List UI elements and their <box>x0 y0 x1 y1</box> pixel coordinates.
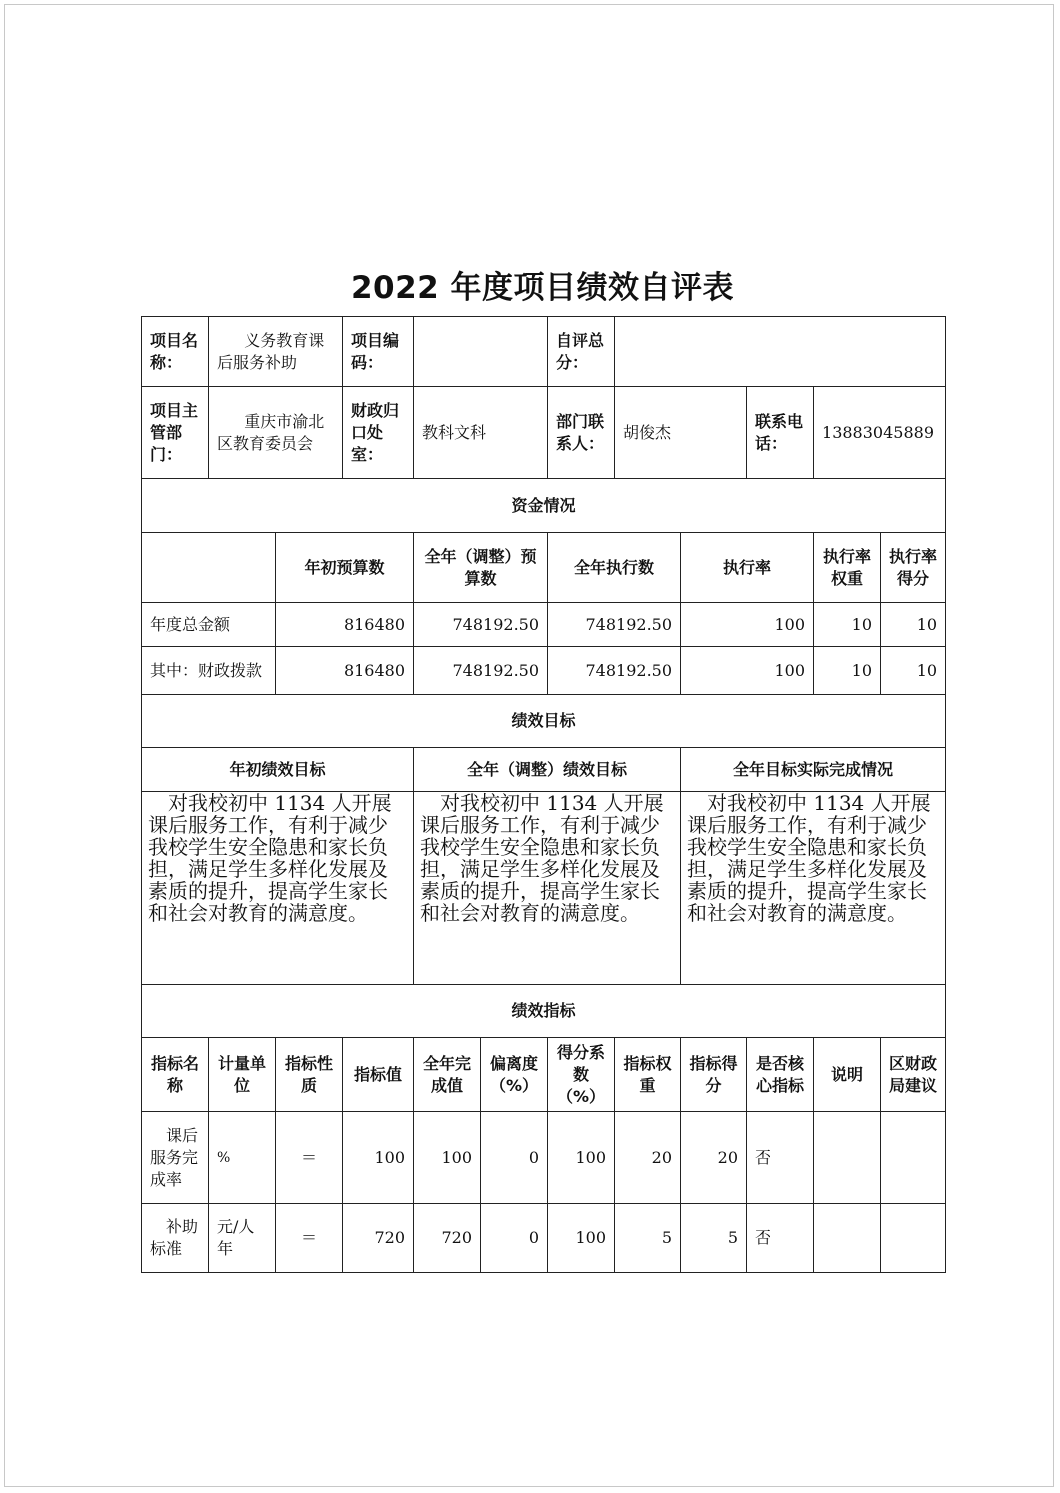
ind-value: 100 <box>343 1112 414 1204</box>
indicator-row <box>142 1112 946 1204</box>
funds-exec-rate: 100 <box>681 603 814 647</box>
ind-header-note: 说明 <box>814 1038 881 1112</box>
finance-office-label: 财政归口处室： <box>343 387 414 479</box>
ind-coefficient: 100 <box>548 1204 615 1273</box>
ind-value: 720 <box>343 1204 414 1273</box>
indicator-row <box>142 1204 946 1273</box>
indicators-header-row <box>142 1038 946 1112</box>
ind-header-suggestion: 区财政局建议 <box>881 1038 946 1112</box>
project-name-value: 义务教育课后服务补助 <box>209 317 343 387</box>
goal-actual-text: 对我校初中 1134 人开展课后服务工作，有利于减少我校学生安全隐患和家长负担，满足学生多样化发展及素质的提升，提高学生家长和社会对教育的满意度。 <box>681 792 946 985</box>
ind-score: 5 <box>681 1204 747 1273</box>
ind-actual: 100 <box>414 1112 481 1204</box>
finance-office-value: 教科文科 <box>414 387 548 479</box>
ind-note <box>814 1204 881 1273</box>
funds-row-label: 年度总金额 <box>142 603 276 647</box>
funds-adjusted-budget: 748192.50 <box>414 603 548 647</box>
ind-actual: 720 <box>414 1204 481 1273</box>
ind-unit: 元/人年 <box>209 1204 276 1273</box>
goals-header-adjusted: 全年（调整）绩效目标 <box>414 748 681 792</box>
funds-header-initial-budget: 年初预算数 <box>276 533 414 603</box>
goals-section-row <box>142 695 946 748</box>
self-score-label: 自评总分： <box>548 317 615 387</box>
phone-label: 联系电话： <box>747 387 814 479</box>
ind-note <box>814 1112 881 1204</box>
ind-unit: % <box>209 1112 276 1204</box>
self-score-value <box>615 317 946 387</box>
ind-header-nature: 指标性质 <box>276 1038 343 1112</box>
funds-exec-weight: 10 <box>814 647 881 695</box>
ind-header-unit: 计量单位 <box>209 1038 276 1112</box>
funds-exec-score: 10 <box>881 647 946 695</box>
goals-section-title: 绩效目标 <box>142 695 946 748</box>
funds-executed: 748192.50 <box>548 603 681 647</box>
funds-executed: 748192.50 <box>548 647 681 695</box>
ind-core: 否 <box>747 1204 814 1273</box>
ind-deviation: 0 <box>481 1112 548 1204</box>
funds-exec-rate: 100 <box>681 647 814 695</box>
ind-nature: ＝ <box>276 1204 343 1273</box>
funds-header-adjusted-budget: 全年（调整）预算数 <box>414 533 548 603</box>
ind-header-weight: 指标权重 <box>615 1038 681 1112</box>
funds-header-exec-score: 执行率得分 <box>881 533 946 603</box>
contact-label: 部门联系人： <box>548 387 615 479</box>
phone-value: 13883045889 <box>814 387 946 479</box>
goals-header-actual: 全年目标实际完成情况 <box>681 748 946 792</box>
ind-weight: 5 <box>615 1204 681 1273</box>
ind-suggestion <box>881 1112 946 1204</box>
ind-header-name: 指标名称 <box>142 1038 209 1112</box>
ind-score: 20 <box>681 1112 747 1204</box>
dept-value: 重庆市渝北区教育委员会 <box>209 387 343 479</box>
indicators-section-row <box>142 985 946 1038</box>
ind-coefficient: 100 <box>548 1112 615 1204</box>
project-code-value <box>414 317 548 387</box>
funds-initial-budget: 816480 <box>276 603 414 647</box>
ind-header-value: 指标值 <box>343 1038 414 1112</box>
ind-name: 课后服务完成率 <box>142 1112 209 1204</box>
project-code-label: 项目编码： <box>343 317 414 387</box>
indicators-section-title: 绩效指标 <box>142 985 946 1038</box>
goals-header-row <box>142 748 946 792</box>
project-row-1 <box>142 317 946 387</box>
goal-initial-text: 对我校初中 1134 人开展课后服务工作，有利于减少我校学生安全隐患和家长负担，满足学生多样化发展及素质的提升，提高学生家长和社会对教育的满意度。 <box>142 792 414 985</box>
goal-adjusted-text: 对我校初中 1134 人开展课后服务工作，有利于减少我校学生安全隐患和家长负担，满足学生多样化发展及素质的提升，提高学生家长和社会对教育的满意度。 <box>414 792 681 985</box>
funds-header-executed: 全年执行数 <box>548 533 681 603</box>
goals-header-initial: 年初绩效目标 <box>142 748 414 792</box>
ind-header-coefficient: 得分系数（%） <box>548 1038 615 1112</box>
ind-core: 否 <box>747 1112 814 1204</box>
funds-row-fiscal <box>142 647 946 695</box>
ind-header-score: 指标得分 <box>681 1038 747 1112</box>
performance-form-table <box>141 316 946 1273</box>
funds-adjusted-budget: 748192.50 <box>414 647 548 695</box>
ind-weight: 20 <box>615 1112 681 1204</box>
ind-suggestion <box>881 1204 946 1273</box>
ind-deviation: 0 <box>481 1204 548 1273</box>
ind-header-core: 是否核心指标 <box>747 1038 814 1112</box>
goals-text-row <box>142 792 946 985</box>
ind-nature: ＝ <box>276 1112 343 1204</box>
document-title: 2022 年度项目绩效自评表 <box>350 270 735 306</box>
funds-header-exec-weight: 执行率权重 <box>814 533 881 603</box>
funds-exec-weight: 10 <box>814 603 881 647</box>
funds-initial-budget: 816480 <box>276 647 414 695</box>
funds-header-row <box>142 533 946 603</box>
ind-name: 补助标准 <box>142 1204 209 1273</box>
project-row-2 <box>142 387 946 479</box>
funds-exec-score: 10 <box>881 603 946 647</box>
funds-header-exec-rate: 执行率 <box>681 533 814 603</box>
ind-header-deviation: 偏离度（%） <box>481 1038 548 1112</box>
contact-value: 胡俊杰 <box>615 387 747 479</box>
funds-section-row <box>142 479 946 533</box>
project-name-label: 项目名称： <box>142 317 209 387</box>
ind-header-actual: 全年完成值 <box>414 1038 481 1112</box>
funds-row-total <box>142 603 946 647</box>
funds-row-label: 其中：财政拨款 <box>142 647 276 695</box>
funds-section-title: 资金情况 <box>142 479 946 533</box>
dept-label: 项目主管部门： <box>142 387 209 479</box>
funds-header-blank <box>142 533 276 603</box>
